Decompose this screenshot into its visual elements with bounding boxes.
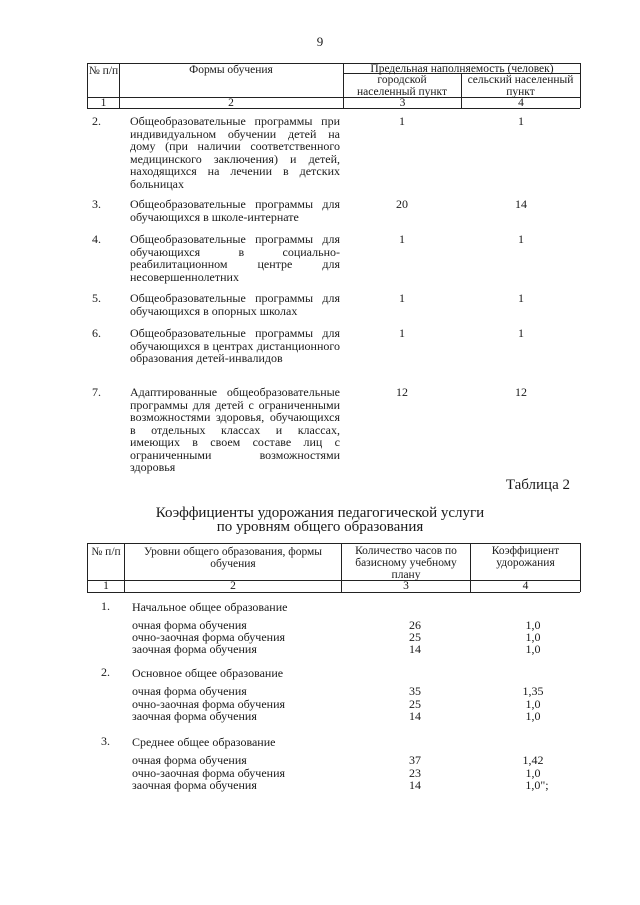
- row-rural-value: 14: [515, 197, 527, 211]
- hours-value: 26: [409, 618, 421, 632]
- hours-value: 25: [409, 697, 421, 711]
- hours-value: 14: [409, 642, 421, 656]
- hours-value: 35: [409, 684, 421, 698]
- t2-col-num-header: № п/п: [91, 546, 121, 558]
- form-name: очная форма обучения: [132, 618, 247, 632]
- row-form-text: Общеобразовательные программы для обучающихся в центрах дистанционного образования детей-инвалидов: [130, 326, 340, 365]
- t1-col-urban-header: городской населенный пункт: [356, 74, 448, 98]
- level-title: Основное общее образование: [132, 666, 284, 680]
- coef-value: 1,35: [522, 684, 544, 698]
- row-urban-value: 1: [399, 291, 405, 305]
- row-rural-value: 1: [518, 232, 524, 246]
- t2-col-coef-header: Коэффициент удорожания: [491, 545, 560, 569]
- row-number: 5.: [92, 291, 101, 305]
- row-form-text: Общеобразовательные программы для обучающихся в социально-реабилитационном центре для несовершеннолетних: [130, 232, 340, 284]
- row-number: 3.: [92, 197, 101, 211]
- coef-value: 1,42: [522, 753, 544, 767]
- row-rural-value: 1: [518, 326, 524, 340]
- t2-colnum-3: 3: [403, 580, 409, 592]
- level-number: 1.: [101, 599, 110, 613]
- page-number: 9: [316, 34, 324, 49]
- table2-title-line1: Коэффициенты удорожания педагогической услуги: [155, 505, 485, 521]
- form-name: очно-заочная форма обучения: [132, 697, 286, 711]
- row-number: 2.: [92, 114, 101, 128]
- t2-colnum-1: 1: [103, 580, 109, 592]
- t2-colnum-2: 2: [230, 580, 236, 592]
- coef-value: 1,0: [525, 766, 541, 780]
- table2-label: Таблица 2: [505, 477, 570, 493]
- coef-value: 1,0: [525, 618, 541, 632]
- t2-col-levels-header: Уровни общего образования, формы обучения: [143, 546, 323, 570]
- t1-col-rural-header: сельский населенный пункт: [467, 74, 574, 98]
- row-urban-value: 1: [399, 326, 405, 340]
- form-name: очно-заочная форма обучения: [132, 630, 286, 644]
- t1-col-limit-header: Предельная наполняемость (человек): [370, 63, 554, 75]
- row-form-text: Общеобразовательные программы для обучающихся в опорных школах: [130, 291, 340, 318]
- row-form-text: Общеобразовательные программы при индивидуальном обучении детей на дому (при наличии соответственного медицинского заключения) и детей, находящихся на лечении в детских больницах: [130, 114, 340, 191]
- t1-colnum-3: 3: [399, 97, 406, 109]
- hours-value: 14: [409, 778, 421, 792]
- t1-colnum-4: 4: [518, 97, 524, 109]
- row-rural-value: 1: [518, 114, 524, 128]
- t1-colnum-2: 2: [228, 97, 234, 109]
- coef-value: 1,0: [525, 709, 541, 723]
- row-rural-value: 12: [515, 385, 527, 399]
- row-form-text: Адаптированные общеобразовательные программы для детей с ограниченными возможностями здоровья, обучающихся в отдельных классах и классах, имеющих в своем составе лиц с ограниченными возможностями здоровья: [130, 385, 340, 474]
- level-number: 3.: [101, 734, 110, 748]
- row-urban-value: 12: [396, 385, 408, 399]
- coef-value: 1,0: [525, 642, 541, 656]
- row-rural-value: 1: [518, 291, 524, 305]
- t1-col-num-header: № п/п: [88, 65, 119, 77]
- level-number: 2.: [101, 665, 110, 679]
- t1-colnum-1: 1: [100, 97, 107, 109]
- hours-value: 23: [409, 766, 421, 780]
- level-title: Начальное общее образование: [132, 600, 288, 614]
- form-name: очно-заочная форма обучения: [132, 766, 286, 780]
- t2-col-hours-header: Количество часов по базисному учебному плану: [355, 545, 457, 581]
- row-urban-value: 1: [399, 114, 405, 128]
- row-number: 7.: [92, 385, 101, 399]
- row-number: 4.: [92, 232, 101, 246]
- row-urban-value: 20: [396, 197, 408, 211]
- coef-value: 1,0: [525, 697, 541, 711]
- form-name: заочная форма обучения: [132, 709, 257, 723]
- row-urban-value: 1: [399, 232, 405, 246]
- form-name: заочная форма обучения: [132, 778, 257, 792]
- hours-value: 37: [409, 753, 421, 767]
- row-form-text: Общеобразовательные программы для обучающихся в школе-интернате: [130, 197, 340, 224]
- hours-value: 25: [409, 630, 421, 644]
- form-name: очная форма обучения: [132, 753, 247, 767]
- level-title: Среднее общее образование: [132, 735, 276, 749]
- hours-value: 14: [409, 709, 421, 723]
- table2-title-line2: по уровням общего образования: [216, 519, 424, 535]
- t1-col-forms-header: Формы обучения: [189, 64, 273, 76]
- t2-colnum-4: 4: [522, 580, 529, 592]
- form-name: очная форма обучения: [132, 684, 247, 698]
- row-number: 6.: [92, 326, 101, 340]
- coef-value: 1,0";: [525, 778, 549, 792]
- form-name: заочная форма обучения: [132, 642, 257, 656]
- coef-value: 1,0: [525, 630, 541, 644]
